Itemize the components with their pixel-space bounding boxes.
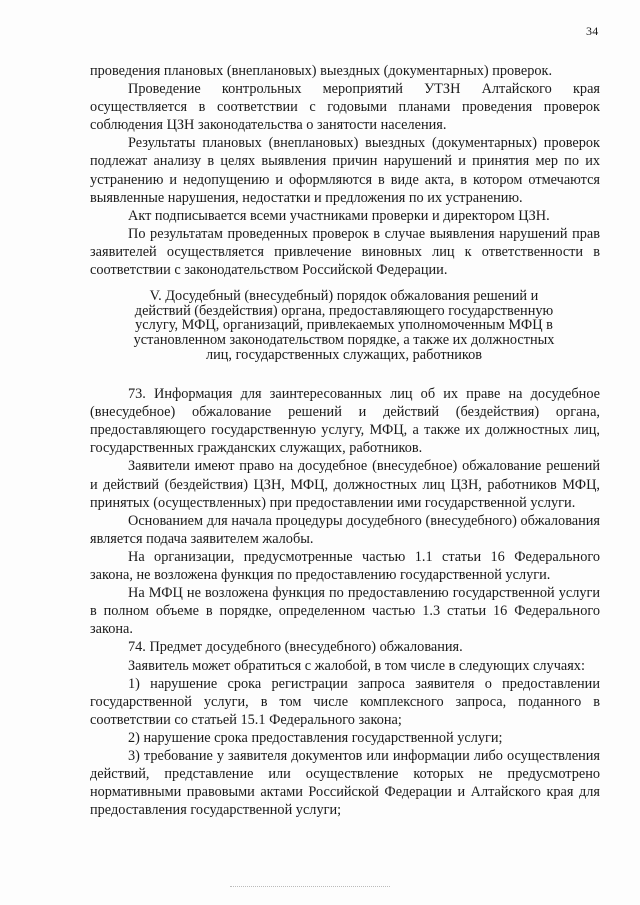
scan-artifact: [230, 886, 390, 888]
paragraph: По результатам проведенных проверок в случае выявления нарушений прав заявителей осуществляется привлечение виновных лиц к ответственности в соответствии с законодательством Российской Федерации.: [90, 225, 600, 279]
paragraph: Заявитель может обратиться с жалобой, в том числе в следующих случаях:: [128, 657, 585, 674]
paragraph: Проведение контрольных мероприятий УТЗН Алтайского края осуществляется в соответствии с годовыми планами проведения проверок соблюдения ЦЗН законодательства о занятости населения.: [90, 81, 600, 134]
paragraph: 74. Предмет досудебного (внесудебного) обжалования.: [128, 639, 463, 656]
paragraph: проведения плановых (внеплановых) выездных (документарных) проверок.: [90, 63, 553, 79]
paragraph: Акт подписывается всеми участниками проверки и директором ЦЗН.: [128, 207, 550, 224]
list-item: 3) требование у заявителя документов или информации либо осуществления действий, представление или осуществление которых не предусмотрено нормативными правовыми актами Российской Федерации и Алтайского края для предоставления государственной услуги;: [90, 747, 600, 819]
page-number: 34: [586, 24, 599, 38]
paragraph: Основанием для начала процедуры досудебного (внесудебного) обжалования является подача заявителем жалобы.: [90, 512, 600, 547]
paragraph: 73. Информация для заинтересованных лиц об их праве на досудебное (внесудебное) обжалование решений и действий (бездействия) органа, предоставляющего государственную услугу, МФЦ, а также их должностных лиц, государственных гражданских служащих, работников.: [90, 386, 600, 457]
list-item: 2) нарушение срока предоставления государственной услуги;: [128, 729, 503, 746]
list-item: 1) нарушение срока регистрации запроса заявителя о предоставлении государственной услуги, в том числе комплексного запроса, поданного в соответствии со статьей 15.1 Федерального закона;: [90, 675, 600, 728]
paragraph: На организации, предусмотренные частью 1.1 статьи 16 Федерального закона, не возложена функция по предоставлению государственной услуги.: [90, 548, 600, 584]
page-content: [90, 62, 600, 819]
paragraph: Результаты плановых (внеплановых) выездных (документарных) проверок подлежат анализу в целях выявления причин нарушений и принятия мер по их устранению и недопущению и оформляются в виде акта, в котором отмечаются выявленные нарушения, недостатки и предложения по их устранению.: [90, 135, 600, 206]
paragraph: На МФЦ не возложена функция по предоставлению государственной услуги в полном объеме в порядке, определенном частью 1.3 статьи 16 Федерального закона.: [90, 585, 600, 638]
section-heading: V. Досудебный (внесудебный) порядок обжалования решений и действий (бездействия) органа, предоставляющего государственную услугу, МФЦ, организаций, привлекаемых уполномоченным МФЦ в установленном законодательством порядке, а также их должностных лиц, государственных служащих, работников: [133, 288, 555, 363]
paragraph: Заявители имеют право на досудебное (внесудебное) обжалование решений и действий (бездействия) ЦЗН, МФЦ, должностных лиц ЦЗН, работников МФЦ, принятых (осуществленных) при предоставлении ими государственной услуги.: [90, 458, 600, 511]
